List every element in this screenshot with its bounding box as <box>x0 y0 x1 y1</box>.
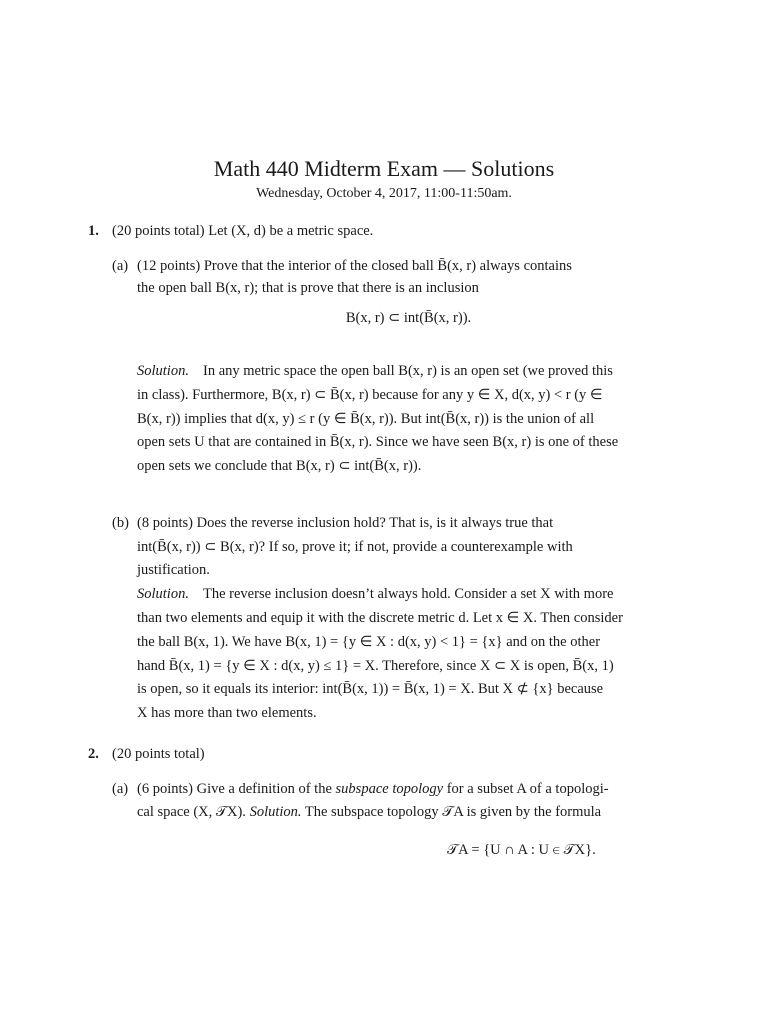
exam-date: Wednesday, October 4, 2017, 11:00-11:50am. <box>256 186 512 201</box>
q2a-line2-pre: cal space (X, 𝒯X). <box>137 804 250 820</box>
q1a-solution-line1: In any metric space the open ball B(x, r) is an open set (we proved this <box>203 363 613 379</box>
q1b-text-line2: int(B̄(x, r)) ⊂ B(x, r)? If so, prove it; if not, provide a counterexample with <box>137 539 573 555</box>
q2a-text-line2 <box>137 802 601 822</box>
q1b-solution-line3: the ball B(x, 1). We have B(x, 1) = {y ∈ X : d(x, y) < 1} = {x} and on the other <box>137 634 601 650</box>
q1b-solution-line1: The reverse inclusion doesn’t always hold. Consider a set X with more <box>203 586 614 602</box>
q2a-label: (a) <box>112 781 129 797</box>
q2-intro: (20 points total) <box>112 746 205 762</box>
q2-number: 2. <box>88 746 99 762</box>
q1b-solution-line6: X has more than two elements. <box>137 705 317 721</box>
q1a-display-equation: B(x, r) ⊂ int(B̄(x, r)). <box>345 310 472 326</box>
q2a-solution-label: Solution. <box>249 804 302 820</box>
q1a-solution-line3: B(x, r)) implies that d(x, y) ≤ r (y ∈ B̄(x, r)). But int(B̄(x, r)) is the union of all <box>137 411 595 427</box>
q1a-solution-line2: in class). Furthermore, B(x, r) ⊂ B̄(x, r) because for any y ∈ X, d(x, y) < r (y ∈ <box>137 387 603 403</box>
q2a-display-equation: 𝒯A = {U ∩ A : U ∈ 𝒯X}. <box>447 842 596 858</box>
q1b-text-line1: (8 points) Does the reverse inclusion hold? That is, is it always true that <box>137 515 554 531</box>
q1a-solution-label: Solution. <box>137 363 189 379</box>
q1a-solution-line4: open sets U that are contained in B̄(x, r). Since we have seen B(x, r) is one of these <box>137 434 619 450</box>
q1a-text-line2: the open ball B(x, r); that is prove that there is an inclusion <box>137 280 479 296</box>
q1-intro: (20 points total) Let (X, d) be a metric space. <box>112 223 374 239</box>
q1b-label: (b) <box>112 515 129 531</box>
q2a-line1-pre: (6 points) Give a definition of the <box>137 781 336 797</box>
q1b-solution-line5: is open, so it equals its interior: int(B̄(x, 1)) = B̄(x, 1) = X. But X ⊄ {x} because <box>137 681 604 697</box>
q1b-text-line3: justification. <box>137 562 210 578</box>
q1-number: 1. <box>88 223 99 239</box>
q2a-line1-post: for a subset A of a topologi- <box>443 781 609 797</box>
q1b-solution-label: Solution. <box>137 586 189 602</box>
q2a-line2-post: The subspace topology 𝒯A is given by the formula <box>301 804 602 820</box>
page-title: Math 440 Midterm Exam — Solutions <box>213 156 555 181</box>
q1b-solution-line4: hand B̄(x, 1) = {y ∈ X : d(x, y) ≤ 1} = X. Therefore, since X ⊂ X is open, B̄(x, 1) <box>137 658 614 674</box>
q2a-text-line1 <box>137 779 609 799</box>
q1a-solution-line5: open sets we conclude that B(x, r) ⊂ int(B̄(x, r)). <box>137 458 422 474</box>
q1a-text-line1: (12 points) Prove that the interior of the closed ball B̄(x, r) always contains <box>137 258 572 274</box>
q1a-label: (a) <box>112 258 129 274</box>
q2a-line1-emphasis: subspace topology <box>335 781 444 797</box>
q1b-solution-line2: than two elements and equip it with the discrete metric d. Let x ∈ X. Then consider <box>137 610 623 626</box>
